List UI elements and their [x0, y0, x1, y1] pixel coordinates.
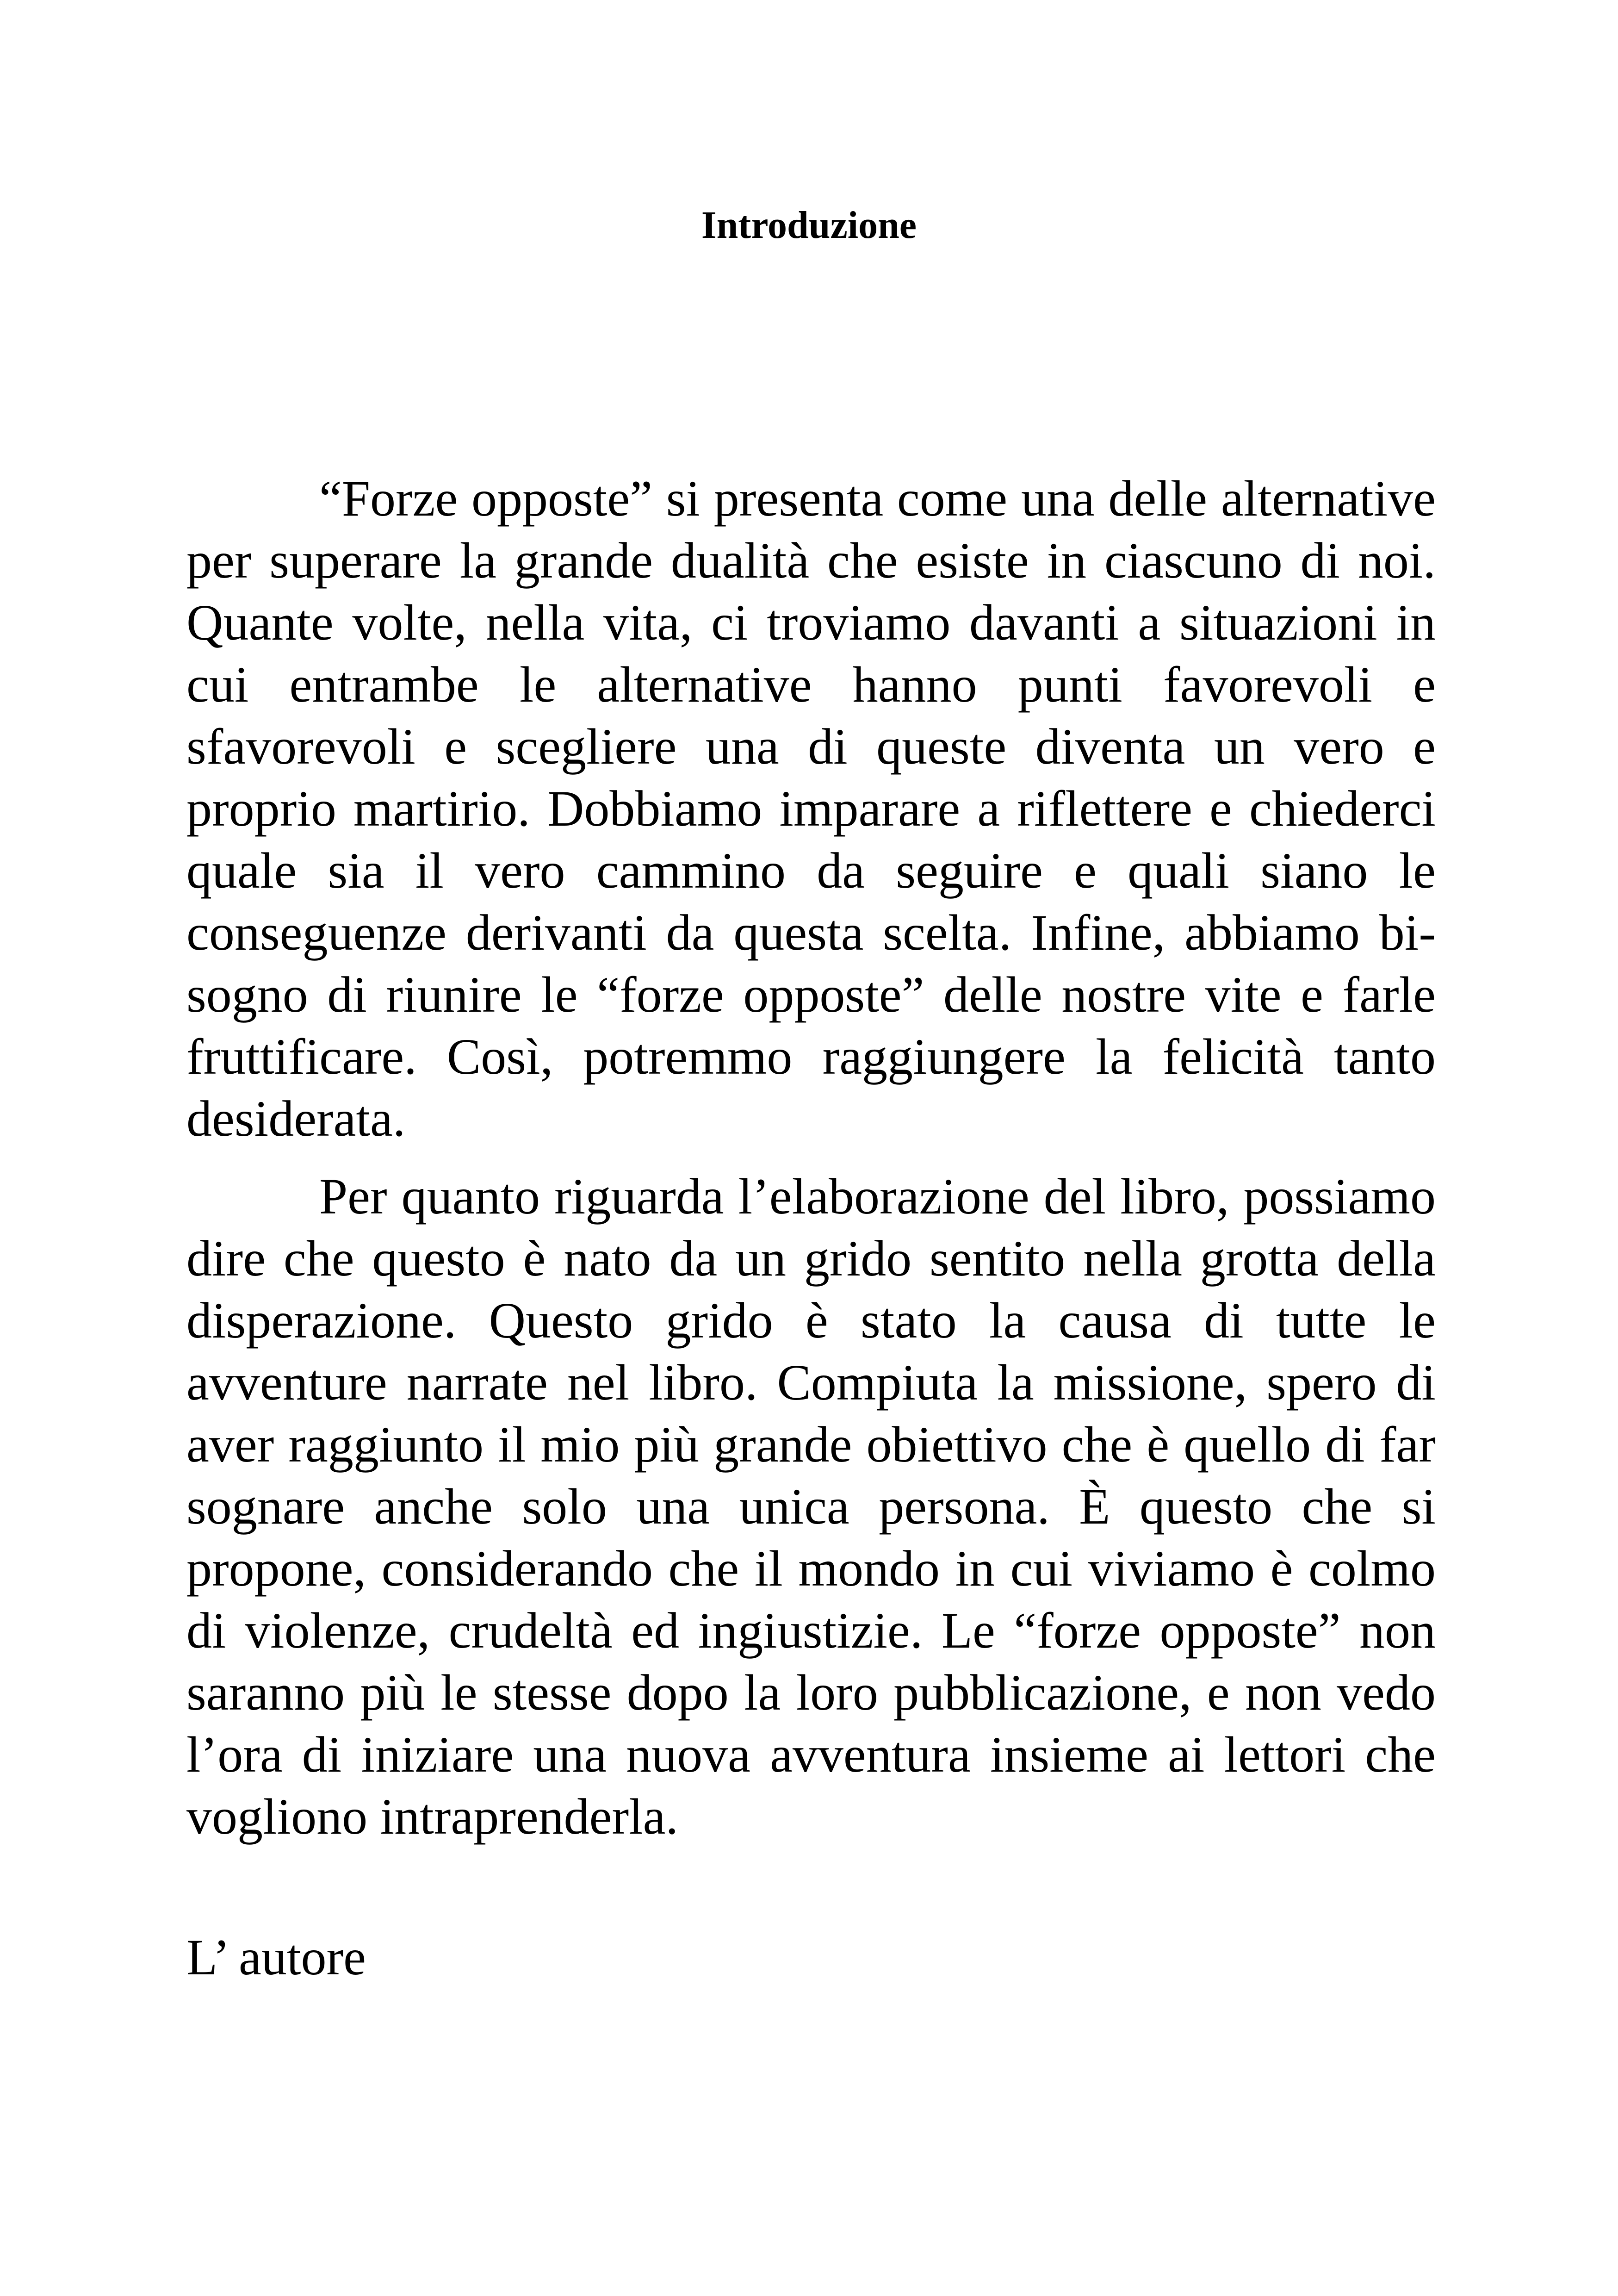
paragraph-elaboration: Per quanto riguarda l’elaborazione del libro, possiamo dire che questo è nato da un grido sentito nella grotta della disperazione. Questo grido è stato la causa di tutte le avventure narrate nel libro. Compiuta la missione, spero di aver raggiunto il mio più grande obiettivo che è quello di far sognare anche solo una unica persona. È questo che si propone, considerando che il mondo in cui viviamo è colmo di violenze, crudeltà ed ingiustizie. Le “forze opposte” non saranno più le stesse dopo la loro pubblicazione, e non vedo l’ora di iniziare una nuova avventura insieme ai lettori che vogliono intraprenderla. [186, 1168, 1436, 1845]
paragraph-intro: “Forze opposte” si presenta come una delle alternative per superare la grande dualità che esiste in ciascuno di noi. Quante volte, nella vita, ci troviamo davanti a situazioni in cui entrambe le alternative hanno punti favorevoli e sfavorevoli e scegliere una di queste diventa un vero e proprio martirio. Dobbiamo imparare a riflettere e chiederci quale sia il vero cammino da seguire e quali siano le conseguenze derivanti da questa scelta. Infine, abbiamo bisogno di riunire le “forze opposte” delle nostre vite e farle fruttificare. Così, potremmo raggiungere la felicità tanto desiderata. [186, 470, 1436, 1147]
page-title: Introduzione [701, 204, 917, 247]
author-signature: L’ autore [186, 1929, 366, 1985]
body-text [186, 467, 1436, 1848]
